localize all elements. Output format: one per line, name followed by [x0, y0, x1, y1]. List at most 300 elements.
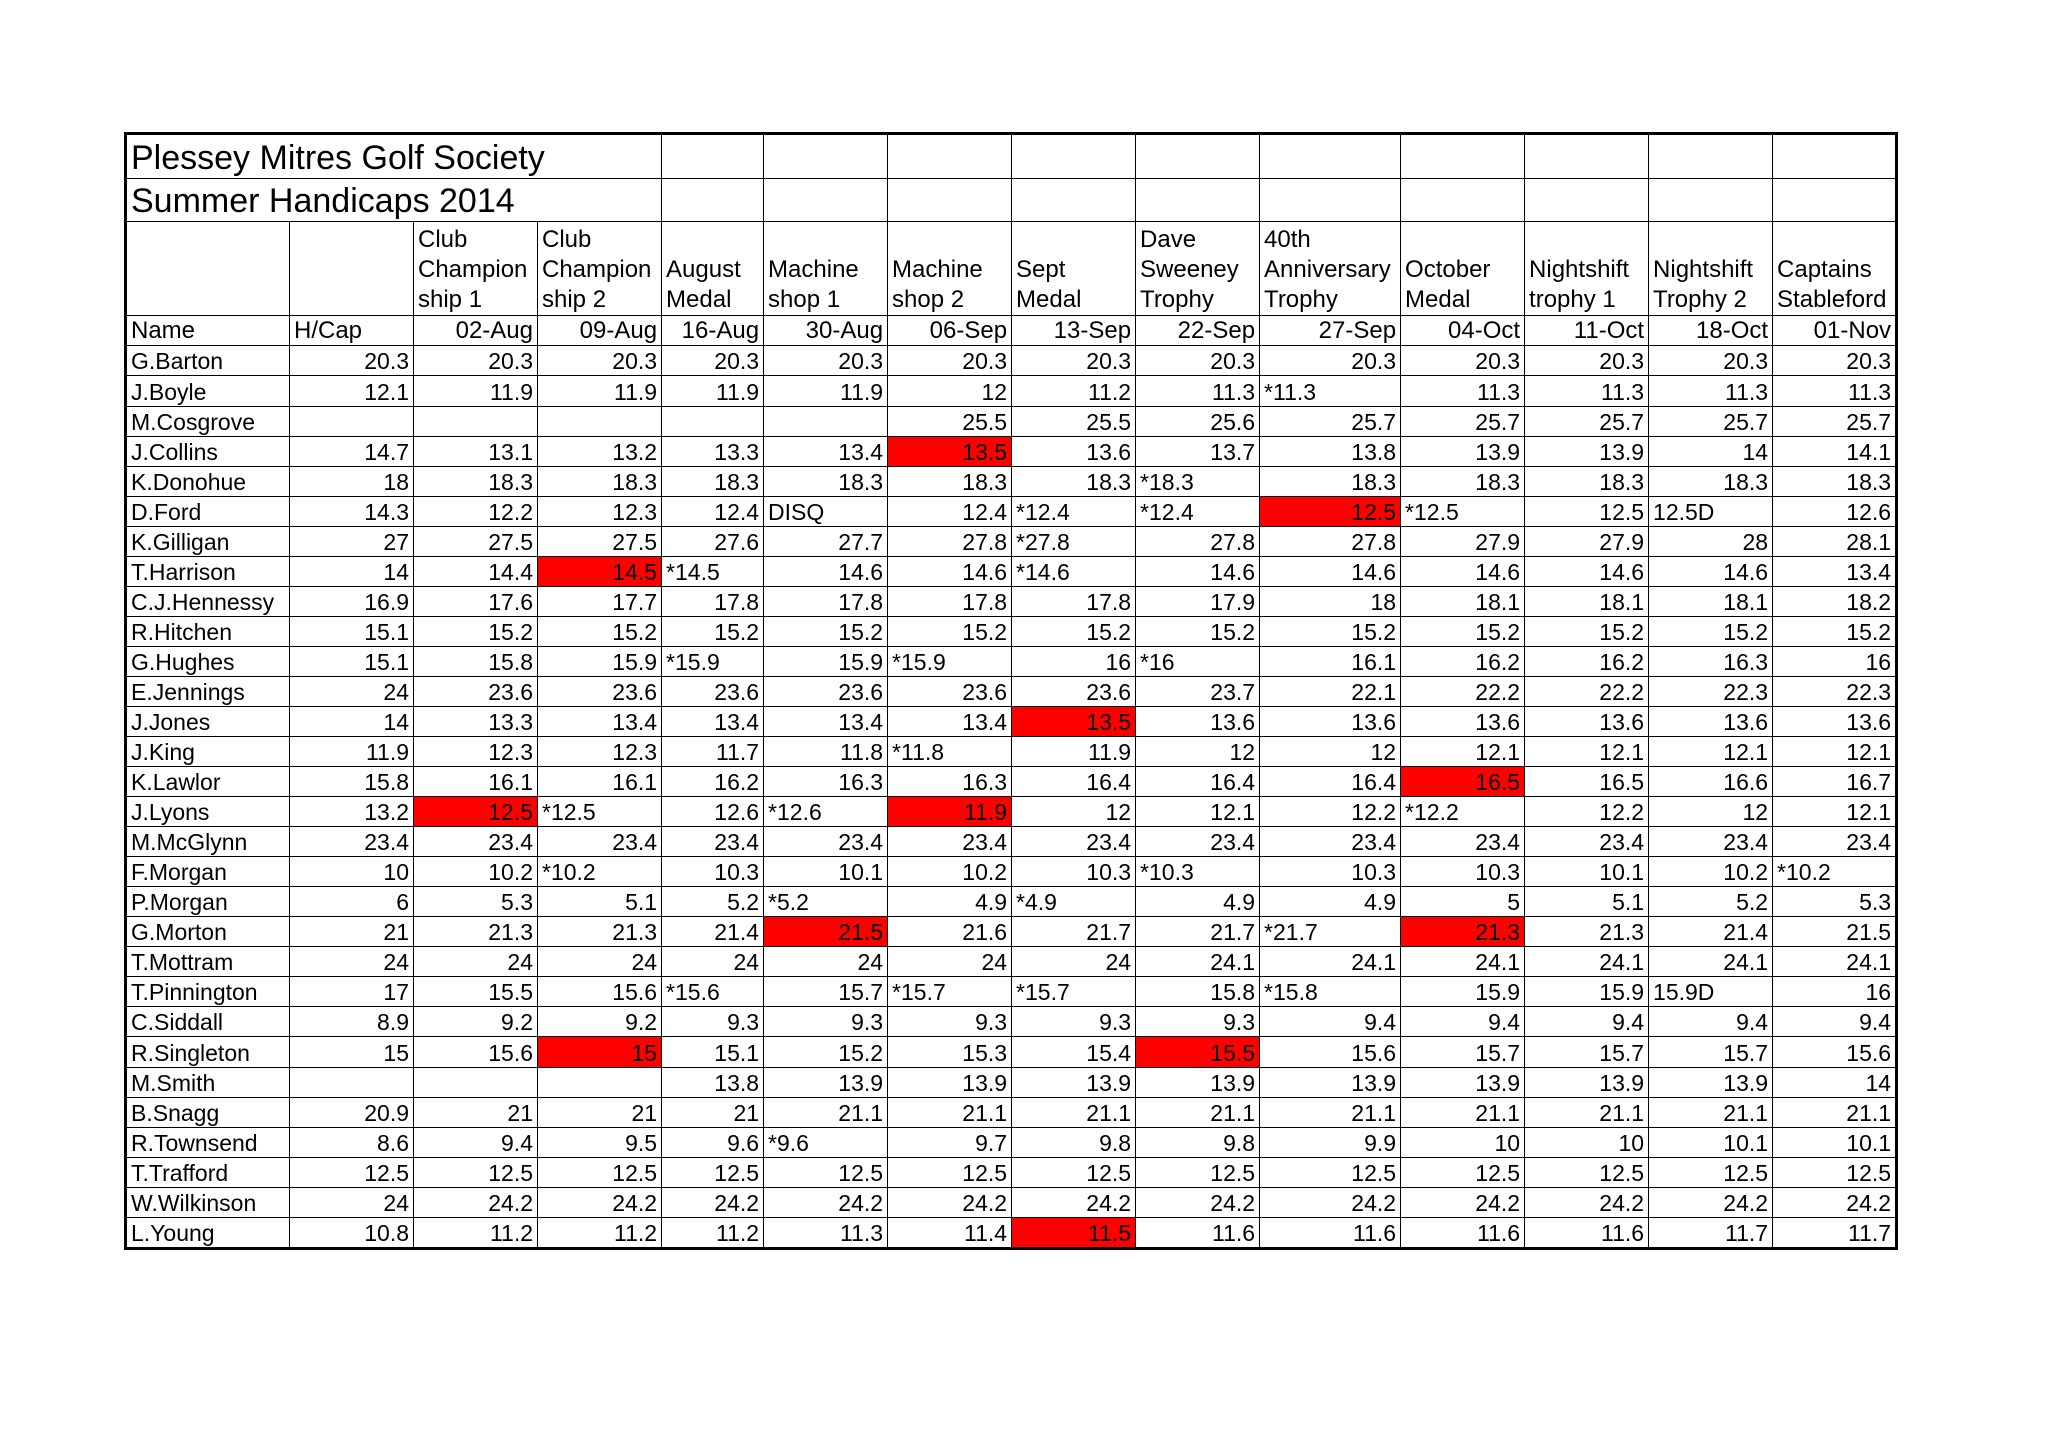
handicap-cell: 15.1: [662, 1037, 764, 1067]
handicap-cell: 13.9: [1136, 1067, 1260, 1097]
handicap-cell: 11.3: [1136, 376, 1260, 406]
handicap-cell: 17.8: [662, 586, 764, 616]
handicap-cell: 11.9: [764, 376, 888, 406]
handicap-cell: 10.8: [290, 1217, 414, 1248]
player-name-cell: M.McGlynn: [126, 827, 290, 857]
handicap-cell: 14.6: [1136, 556, 1260, 586]
handicap-cell: 25.7: [1260, 406, 1401, 436]
handicap-cell: 11.7: [1773, 1217, 1897, 1248]
handicap-cell: 23.6: [662, 676, 764, 706]
handicap-cell: 21.1: [1649, 1097, 1773, 1127]
handicap-cell: 12.5: [290, 1157, 414, 1187]
handicap-cell: 27.5: [414, 526, 538, 556]
handicap-cell: 16.4: [1260, 767, 1401, 797]
handicap-cell: 15.1: [290, 646, 414, 676]
handicap-cell: [538, 406, 662, 436]
column-header-cell: 30-Aug: [764, 316, 888, 346]
handicap-cell: 18.1: [1525, 586, 1649, 616]
column-header-cell: 16-Aug: [662, 316, 764, 346]
player-name-cell: B.Snagg: [126, 1097, 290, 1127]
handicap-cell: 23.4: [1525, 827, 1649, 857]
handicap-cell: 28.1: [1773, 526, 1897, 556]
handicap-cell: 9.4: [1401, 1007, 1525, 1037]
table-row: [126, 857, 1897, 887]
handicap-cell: 15: [290, 1037, 414, 1067]
table-row: [126, 346, 1897, 376]
handicap-cell: 20.3: [1773, 346, 1897, 376]
player-name-cell: J.King: [126, 737, 290, 767]
handicap-cell: 13.1: [414, 436, 538, 466]
handicap-cell: 13.4: [538, 706, 662, 736]
handicap-cell: 11.9: [1012, 737, 1136, 767]
handicap-cell: 23.4: [414, 827, 538, 857]
handicap-cell: 16: [1012, 646, 1136, 676]
handicap-cell: 16.7: [1773, 767, 1897, 797]
handicap-cell: 16.5: [1525, 767, 1649, 797]
handicap-cell: 13.6: [1649, 706, 1773, 736]
handicap-cell: 12.4: [888, 496, 1012, 526]
handicap-cell: *4.9: [1012, 887, 1136, 917]
handicap-cell: 23.4: [1773, 827, 1897, 857]
table-row: [126, 1007, 1897, 1037]
table-body: [126, 134, 1897, 1249]
handicap-cell: 11.5: [1012, 1217, 1136, 1248]
handicap-cell: 9.3: [1136, 1007, 1260, 1037]
table-row: [126, 977, 1897, 1007]
handicap-cell: *16: [1136, 646, 1260, 676]
handicap-cell: 23.4: [1012, 827, 1136, 857]
handicap-cell: 5.3: [1773, 887, 1897, 917]
handicap-cell: 15.2: [1260, 616, 1401, 646]
handicap-cell: 23.4: [1401, 827, 1525, 857]
handicap-cell: 18.2: [1773, 586, 1897, 616]
handicap-cell: 23.6: [414, 676, 538, 706]
handicap-cell: 25.5: [888, 406, 1012, 436]
handicap-cell: 11.6: [1136, 1217, 1260, 1248]
handicap-cell: 14.6: [1260, 556, 1401, 586]
handicap-cell: 24.2: [1649, 1187, 1773, 1217]
handicap-cell: 12.5: [1773, 1157, 1897, 1187]
title-row: [126, 134, 1897, 179]
sheet-title: Plessey Mitres Golf Society: [126, 134, 662, 179]
handicap-cell: 12: [1649, 797, 1773, 827]
handicap-cell: 9.3: [1012, 1007, 1136, 1037]
handicap-cell: 15.2: [764, 616, 888, 646]
handicap-cell: 10.1: [764, 857, 888, 887]
handicap-cell: 16.5: [1401, 767, 1525, 797]
handicap-cell: 10.2: [1649, 857, 1773, 887]
handicap-cell: *15.8: [1260, 977, 1401, 1007]
handicap-cell: 24.1: [1773, 947, 1897, 977]
handicap-cell: 12.6: [1773, 496, 1897, 526]
column-header-cell: 11-Oct: [1525, 316, 1649, 346]
handicap-cell: 23.6: [538, 676, 662, 706]
handicap-cell: 15.6: [1260, 1037, 1401, 1067]
handicap-cell: 18.3: [538, 466, 662, 496]
handicap-cell: 10.1: [1525, 857, 1649, 887]
handicap-cell: 20.3: [1136, 346, 1260, 376]
handicap-cell: 10: [1525, 1127, 1649, 1157]
handicap-cell: 23.6: [764, 676, 888, 706]
handicap-cell: 14.6: [1401, 556, 1525, 586]
handicap-cell: *18.3: [1136, 466, 1260, 496]
handicap-cell: 13.9: [1401, 436, 1525, 466]
handicap-cell: 11.3: [1649, 376, 1773, 406]
handicap-cell: 12.5: [1525, 1157, 1649, 1187]
handicap-cell: 23.6: [1012, 676, 1136, 706]
column-header-cell: H/Cap: [290, 316, 414, 346]
player-name-cell: J.Boyle: [126, 376, 290, 406]
handicap-cell: 18.3: [888, 466, 1012, 496]
handicap-cell: 22.3: [1649, 676, 1773, 706]
handicap-cell: [290, 1067, 414, 1097]
handicap-cell: 13.4: [888, 706, 1012, 736]
handicap-cell: 23.4: [538, 827, 662, 857]
handicap-cell: 18: [290, 466, 414, 496]
handicap-cell: 15.6: [1773, 1037, 1897, 1067]
handicap-cell: 20.3: [414, 346, 538, 376]
table-row: [126, 466, 1897, 496]
handicap-cell: 21.1: [1136, 1097, 1260, 1127]
handicap-cell: 11.6: [1260, 1217, 1401, 1248]
handicap-cell: 12.2: [1525, 797, 1649, 827]
table-row: [126, 436, 1897, 466]
handicap-cell: 25.6: [1136, 406, 1260, 436]
handicap-cell: *12.6: [764, 797, 888, 827]
table-row: [126, 1217, 1897, 1248]
handicap-cell: 18.3: [1649, 466, 1773, 496]
handicap-cell: 17.7: [538, 586, 662, 616]
handicap-cell: *9.6: [764, 1127, 888, 1157]
handicap-cell: 12.1: [290, 376, 414, 406]
handicap-cell: 13.8: [1260, 436, 1401, 466]
handicap-cell: 11.2: [1012, 376, 1136, 406]
handicap-cell: 9.8: [1012, 1127, 1136, 1157]
handicap-cell: 13.6: [1260, 706, 1401, 736]
handicap-cell: 13.4: [764, 706, 888, 736]
sheet-subtitle: Summer Handicaps 2014: [126, 178, 662, 222]
handicap-cell: *10.3: [1136, 857, 1260, 887]
player-name-cell: G.Morton: [126, 917, 290, 947]
handicap-cell: 15.2: [1649, 616, 1773, 646]
handicap-cell: 12.5: [414, 1157, 538, 1187]
table-row: [126, 376, 1897, 406]
handicap-cell: *14.6: [1012, 556, 1136, 586]
handicap-cell: 24: [888, 947, 1012, 977]
handicap-cell: 17: [290, 977, 414, 1007]
handicap-cell: 11.9: [538, 376, 662, 406]
handicap-cell: 14.3: [290, 496, 414, 526]
handicap-cell: 24.2: [538, 1187, 662, 1217]
handicap-cell: 11.9: [290, 737, 414, 767]
handicap-cell: 23.6: [888, 676, 1012, 706]
player-name-cell: C.Siddall: [126, 1007, 290, 1037]
player-name-cell: F.Morgan: [126, 857, 290, 887]
table-row: [126, 1067, 1897, 1097]
handicap-cell: 12.1: [1525, 737, 1649, 767]
handicap-cell: 13.9: [1260, 1067, 1401, 1097]
handicap-cell: 15.5: [414, 977, 538, 1007]
handicap-cell: 13.9: [1525, 436, 1649, 466]
handicap-cell: *12.4: [1136, 496, 1260, 526]
event-header-row: [126, 222, 1897, 316]
event-header-cell: Dave Sweeney Trophy: [1136, 222, 1260, 316]
handicap-cell: 21: [290, 917, 414, 947]
handicap-cell: 16.3: [888, 767, 1012, 797]
handicap-cell: 11.9: [888, 797, 1012, 827]
handicap-cell: 5: [1401, 887, 1525, 917]
handicap-cell: 15.6: [538, 977, 662, 1007]
handicap-cell: 5.2: [1649, 887, 1773, 917]
player-name-cell: R.Hitchen: [126, 616, 290, 646]
handicap-cell: 15.3: [888, 1037, 1012, 1067]
column-header-cell: 13-Sep: [1012, 316, 1136, 346]
handicap-cell: 27.9: [1401, 526, 1525, 556]
handicap-cell: DISQ: [764, 496, 888, 526]
handicap-cell: 21.1: [1012, 1097, 1136, 1127]
handicap-cell: 15.8: [1136, 977, 1260, 1007]
player-name-cell: P.Morgan: [126, 887, 290, 917]
handicap-cell: 14.6: [764, 556, 888, 586]
handicap-cell: 9.5: [538, 1127, 662, 1157]
handicap-cell: 24.1: [1525, 947, 1649, 977]
handicap-cell: 17.6: [414, 586, 538, 616]
handicap-cell: 18.3: [1401, 466, 1525, 496]
handicap-cell: 23.4: [1649, 827, 1773, 857]
handicap-cell: 12.5: [888, 1157, 1012, 1187]
table-row: [126, 706, 1897, 736]
player-name-cell: L.Young: [126, 1217, 290, 1248]
handicap-cell: 13.6: [1401, 706, 1525, 736]
handicap-cell: 16: [1773, 977, 1897, 1007]
handicap-cell: 16.2: [1401, 646, 1525, 676]
handicap-cell: 15.2: [764, 1037, 888, 1067]
handicap-cell: 15.7: [1525, 1037, 1649, 1067]
player-name-cell: M.Smith: [126, 1067, 290, 1097]
handicap-cell: 15.1: [290, 616, 414, 646]
handicap-cell: 18.3: [1012, 466, 1136, 496]
handicap-cell: 15.2: [1012, 616, 1136, 646]
handicap-cell: 9.3: [662, 1007, 764, 1037]
handicap-cell: 15.8: [290, 767, 414, 797]
handicap-cell: 9.6: [662, 1127, 764, 1157]
handicap-cell: 23.4: [1260, 827, 1401, 857]
handicap-cell: 11.2: [662, 1217, 764, 1248]
handicap-cell: 14.4: [414, 556, 538, 586]
handicap-cell: 16.2: [1525, 646, 1649, 676]
handicap-cell: 18.3: [1525, 466, 1649, 496]
handicap-cell: *11.8: [888, 737, 1012, 767]
handicap-cell: [662, 406, 764, 436]
handicap-cell: 13.5: [1012, 706, 1136, 736]
table-row: [126, 1097, 1897, 1127]
handicap-cell: 9.2: [538, 1007, 662, 1037]
handicap-cell: 12.5: [1401, 1157, 1525, 1187]
handicap-cell: *10.2: [538, 857, 662, 887]
handicap-cell: 24.2: [662, 1187, 764, 1217]
handicap-cell: 16.1: [414, 767, 538, 797]
handicap-cell: 10.3: [1401, 857, 1525, 887]
handicap-cell: 10: [290, 857, 414, 887]
handicap-cell: 5.2: [662, 887, 764, 917]
handicap-cell: 24.2: [888, 1187, 1012, 1217]
handicap-cell: 21.1: [764, 1097, 888, 1127]
handicap-cell: 5.1: [1525, 887, 1649, 917]
handicap-cell: 15.2: [1525, 616, 1649, 646]
handicap-cell: 15.8: [414, 646, 538, 676]
handicap-cell: 15.2: [662, 616, 764, 646]
event-header-cell: Sept Medal: [1012, 222, 1136, 316]
table-row: [126, 797, 1897, 827]
handicap-cell: 11.7: [662, 737, 764, 767]
handicap-cell: 16.3: [764, 767, 888, 797]
handicap-cell: 24: [290, 947, 414, 977]
column-header-cell: 01-Nov: [1773, 316, 1897, 346]
handicap-cell: 8.9: [290, 1007, 414, 1037]
column-header-cell: 02-Aug: [414, 316, 538, 346]
handicap-cell: 9.7: [888, 1127, 1012, 1157]
handicap-cell: 27.8: [1260, 526, 1401, 556]
handicap-cell: [538, 1067, 662, 1097]
handicap-cell: 20.3: [1401, 346, 1525, 376]
player-name-cell: R.Singleton: [126, 1037, 290, 1067]
handicap-cell: 16: [1773, 646, 1897, 676]
handicap-cell: [290, 406, 414, 436]
handicap-cell: 22.3: [1773, 676, 1897, 706]
handicap-cell: 9.8: [1136, 1127, 1260, 1157]
handicap-cell: 24: [414, 947, 538, 977]
handicap-cell: 13.6: [1136, 706, 1260, 736]
handicap-cell: 24.2: [1773, 1187, 1897, 1217]
handicap-cell: 11.2: [538, 1217, 662, 1248]
table-row: [126, 676, 1897, 706]
player-name-cell: K.Lawlor: [126, 767, 290, 797]
table-row: [126, 406, 1897, 436]
handicap-cell: 20.3: [1012, 346, 1136, 376]
handicap-cell: 16.1: [538, 767, 662, 797]
event-header-cell: 40th Anniversary Trophy: [1260, 222, 1401, 316]
handicap-cell: 25.7: [1525, 406, 1649, 436]
handicap-cell: [414, 406, 538, 436]
handicap-cell: 27.7: [764, 526, 888, 556]
handicap-cell: *12.2: [1401, 797, 1525, 827]
handicap-cell: 6: [290, 887, 414, 917]
handicap-cell: 15.9: [538, 646, 662, 676]
handicap-cell: 9.3: [888, 1007, 1012, 1037]
handicap-cell: 20.9: [290, 1097, 414, 1127]
handicap-cell: *5.2: [764, 887, 888, 917]
handicap-cell: 12.5: [662, 1157, 764, 1187]
player-name-cell: J.Lyons: [126, 797, 290, 827]
handicap-cell: 12.4: [662, 496, 764, 526]
handicap-cell: 24: [290, 676, 414, 706]
handicap-cell: 15.2: [1136, 616, 1260, 646]
handicap-cell: 27.8: [888, 526, 1012, 556]
handicap-cell: 24.2: [1012, 1187, 1136, 1217]
handicap-cell: 27.9: [1525, 526, 1649, 556]
handicap-cell: 10.3: [1012, 857, 1136, 887]
handicap-cell: [764, 406, 888, 436]
handicap-cell: 13.9: [764, 1067, 888, 1097]
column-header-cell: 09-Aug: [538, 316, 662, 346]
handicap-cell: 24: [290, 1187, 414, 1217]
handicap-cell: *15.9: [662, 646, 764, 676]
handicap-cell: 15.9: [764, 646, 888, 676]
event-header-cell: Captains Stableford: [1773, 222, 1897, 316]
table-row: [126, 616, 1897, 646]
player-name-cell: C.J.Hennessy: [126, 586, 290, 616]
column-header-row: [126, 316, 1897, 346]
handicap-cell: 13.2: [290, 797, 414, 827]
table-row: [126, 827, 1897, 857]
handicap-cell: 13.3: [662, 436, 764, 466]
handicap-cell: *15.7: [1012, 977, 1136, 1007]
handicap-cell: *12.4: [1012, 496, 1136, 526]
handicap-cell: 12.2: [1260, 797, 1401, 827]
handicap-cell: 16.4: [1012, 767, 1136, 797]
handicap-table: [124, 132, 1898, 1250]
handicap-cell: 15.5: [1136, 1037, 1260, 1067]
handicap-cell: 11.9: [414, 376, 538, 406]
handicap-cell: 21.1: [1260, 1097, 1401, 1127]
handicap-cell: 12.5: [1525, 496, 1649, 526]
handicap-cell: *10.2: [1773, 857, 1897, 887]
handicap-cell: *15.9: [888, 646, 1012, 676]
handicap-cell: 12.3: [538, 737, 662, 767]
handicap-cell: *15.7: [888, 977, 1012, 1007]
handicap-cell: 5.3: [414, 887, 538, 917]
handicap-cell: 15.4: [1012, 1037, 1136, 1067]
handicap-cell: 12.5: [764, 1157, 888, 1187]
handicap-cell: 15.2: [888, 616, 1012, 646]
handicap-cell: 21.7: [1136, 917, 1260, 947]
handicap-cell: 27: [290, 526, 414, 556]
handicap-cell: 23.4: [764, 827, 888, 857]
player-name-cell: T.Mottram: [126, 947, 290, 977]
handicap-cell: 12.3: [414, 737, 538, 767]
handicap-cell: 20.3: [1649, 346, 1773, 376]
handicap-cell: 13.9: [1649, 1067, 1773, 1097]
handicap-cell: 9.3: [764, 1007, 888, 1037]
handicap-cell: 13.8: [662, 1067, 764, 1097]
handicap-cell: 12.5: [414, 797, 538, 827]
handicap-cell: 18.3: [1260, 466, 1401, 496]
handicap-cell: 28: [1649, 526, 1773, 556]
handicap-cell: 21.3: [538, 917, 662, 947]
handicap-cell: 20.3: [538, 346, 662, 376]
table-row: [126, 767, 1897, 797]
handicap-cell: 16.6: [1649, 767, 1773, 797]
handicap-cell: 24: [1012, 947, 1136, 977]
handicap-cell: 12.5: [1012, 1157, 1136, 1187]
handicap-cell: 12.5D: [1649, 496, 1773, 526]
handicap-cell: 18.1: [1401, 586, 1525, 616]
handicap-cell: 12: [1136, 737, 1260, 767]
handicap-cell: 9.9: [1260, 1127, 1401, 1157]
handicap-cell: 27.6: [662, 526, 764, 556]
handicap-cell: 11.9: [662, 376, 764, 406]
handicap-cell: 20.3: [662, 346, 764, 376]
handicap-cell: 25.7: [1773, 406, 1897, 436]
player-name-cell: E.Jennings: [126, 676, 290, 706]
handicap-cell: 12: [1012, 797, 1136, 827]
handicap-cell: 25.7: [1649, 406, 1773, 436]
column-header-cell: 04-Oct: [1401, 316, 1525, 346]
handicap-cell: 21.3: [1401, 917, 1525, 947]
table-row: [126, 917, 1897, 947]
handicap-cell: 15.9: [1401, 977, 1525, 1007]
player-name-cell: G.Barton: [126, 346, 290, 376]
